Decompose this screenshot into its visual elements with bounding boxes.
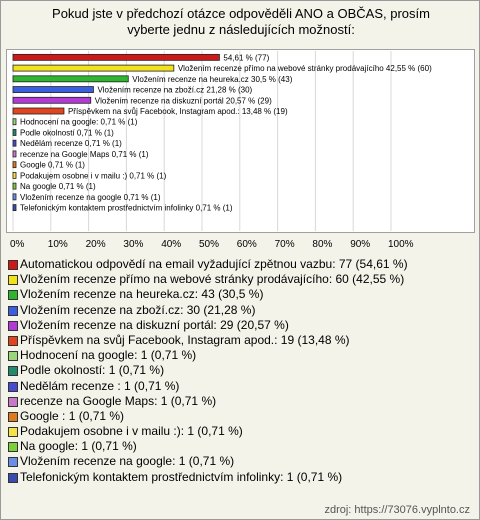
chart-title-line-2: vyberte jednu z následujících možností:	[127, 22, 355, 37]
bar-label: Hodnocení na google: 0,71 % (1)	[20, 117, 138, 127]
legend-swatch	[8, 473, 18, 483]
bar-label: Podle okolností 0,71 % (1)	[20, 128, 114, 138]
bar	[13, 205, 16, 211]
legend-swatch	[8, 366, 18, 376]
legend-swatch	[8, 457, 18, 467]
bar-label: Vložením recenze na diskuzní portál 20,57 % (29)	[94, 96, 272, 106]
legend-label: Telefonickým kontaktem prostřednictvím infolinky: 1 (0,71 %)	[20, 469, 343, 484]
legend-item	[8, 318, 478, 333]
legend-label: Vložením recenze na heureka.cz: 43 (30,5 %)	[20, 287, 264, 302]
legend-swatch	[8, 427, 18, 437]
bar	[13, 108, 64, 114]
legend-item	[8, 333, 478, 348]
x-tick-label: 40%	[161, 239, 182, 250]
legend-label: Příspěvkem na svůj Facebook, Instagram apod.: 19 (13,48 %)	[20, 332, 350, 347]
bar	[13, 172, 16, 178]
bar	[13, 97, 91, 103]
legend-label: Hodnocení na google: 1 (0,71 %)	[20, 348, 197, 363]
legend-item	[8, 470, 478, 485]
legend-item	[8, 348, 478, 363]
bar-label: Na google 0,71 % (1)	[20, 182, 96, 192]
legend-item	[8, 287, 478, 302]
bar	[13, 76, 128, 82]
legend-swatch	[8, 397, 18, 407]
legend-swatch	[8, 336, 18, 346]
bar-label: 54,61 % (77)	[223, 53, 270, 63]
legend-label: Vložením recenze na diskuzní portál: 29 (20,57 %)	[20, 317, 289, 332]
bar	[13, 65, 174, 71]
legend-label: Vložením recenze na zboží.cz: 30 (21,28 %)	[20, 302, 256, 317]
legend-swatch	[8, 290, 18, 300]
bar-label: Vložením recenze na heureka.cz 30,5 % (43)	[132, 74, 293, 84]
x-tick-label: 100%	[388, 239, 414, 250]
legend-label: recenze na Google Maps: 1 (0,71 %)	[20, 393, 217, 408]
bar	[13, 194, 16, 200]
legend-swatch	[8, 306, 18, 316]
bar	[13, 183, 16, 189]
bar	[13, 54, 219, 60]
legend-label: Podle okolností: 1 (0,71 %)	[20, 363, 165, 378]
legend-label: Automatickou odpovědí na email vyžadující zpětnou vazbu: 77 (54,61 %)	[20, 257, 408, 271]
x-tick-label: 50%	[199, 239, 220, 250]
bar-label: Google 0,71 % (1)	[20, 160, 85, 170]
bar-label: Nedělám recenze 0,71 % (1)	[20, 139, 122, 149]
legend-label: Vložením recenze na google: 1 (0,71 %)	[20, 454, 235, 469]
bar	[13, 151, 16, 157]
legend-item	[8, 394, 478, 409]
source-credit: zdroj: https://73076.vyplnto.cz	[324, 504, 470, 516]
bar-label: Telefonickým kontaktem prostřednictvím infolinky 0,71 % (1)	[20, 203, 233, 213]
legend-item	[8, 272, 478, 287]
x-tick-label: 0%	[10, 239, 25, 250]
bar	[13, 129, 16, 135]
x-tick-label: 90%	[350, 239, 371, 250]
legend-swatch	[8, 382, 18, 392]
x-tick-label: 20%	[85, 239, 106, 250]
legend-swatch	[8, 442, 18, 452]
legend-swatch	[8, 351, 18, 361]
legend-label: Na google: 1 (0,71 %)	[20, 439, 137, 454]
legend-label: Vložením recenze přímo na webové stránky prodávajícího: 60 (42,55 %)	[20, 272, 405, 287]
legend-item	[8, 409, 478, 424]
legend-item	[8, 303, 478, 318]
bar-label: Příspěvkem na svůj Facebook, Instagram apod.: 13,48 % (19)	[67, 107, 288, 117]
legend-item	[8, 454, 478, 469]
x-tick-label: 80%	[312, 239, 333, 250]
legend-swatch	[8, 275, 18, 285]
legend-item	[8, 363, 478, 378]
x-tick-label: 70%	[274, 239, 295, 250]
bar	[13, 140, 16, 146]
x-tick-label: 10%	[47, 239, 68, 250]
x-tick-label: 30%	[123, 239, 144, 250]
legend-item	[8, 379, 478, 394]
legend-swatch	[8, 321, 18, 331]
bar-label: recenze na Google Maps 0,71 % (1)	[20, 149, 149, 159]
legend-item	[8, 257, 478, 272]
bar-chart	[1, 1, 479, 253]
legend-label: Podakujem osobne i v mailu :): 1 (0,71 %)	[20, 424, 243, 439]
bar-label: Vložením recenze na zboží.cz 21,28 % (30)	[97, 85, 253, 95]
legend-label: Google : 1 (0,71 %)	[20, 408, 125, 423]
chart-title-line-1: Pokud jste v předchozí otázce odpověděli ANO a OBČAS, prosím	[52, 6, 430, 21]
x-tick-label: 60%	[236, 239, 257, 250]
legend-item	[8, 439, 478, 454]
bar-label: Podakujem osobne i v mailu :) 0,71 % (1)	[20, 171, 167, 181]
legend-label: Nedělám recenze : 1 (0,71 %)	[20, 378, 180, 393]
bar	[13, 119, 16, 125]
legend-item	[8, 424, 478, 439]
legend-swatch	[8, 412, 18, 422]
bar-label: Vložením recenze přímo na webové stránky prodávajícího 42,55 % (60)	[177, 64, 432, 74]
bar	[13, 162, 16, 168]
bar-label: Vložením recenze na google 0,71 % (1)	[20, 192, 161, 202]
legend-swatch	[8, 260, 18, 270]
bar	[13, 87, 93, 93]
legend	[8, 257, 478, 485]
